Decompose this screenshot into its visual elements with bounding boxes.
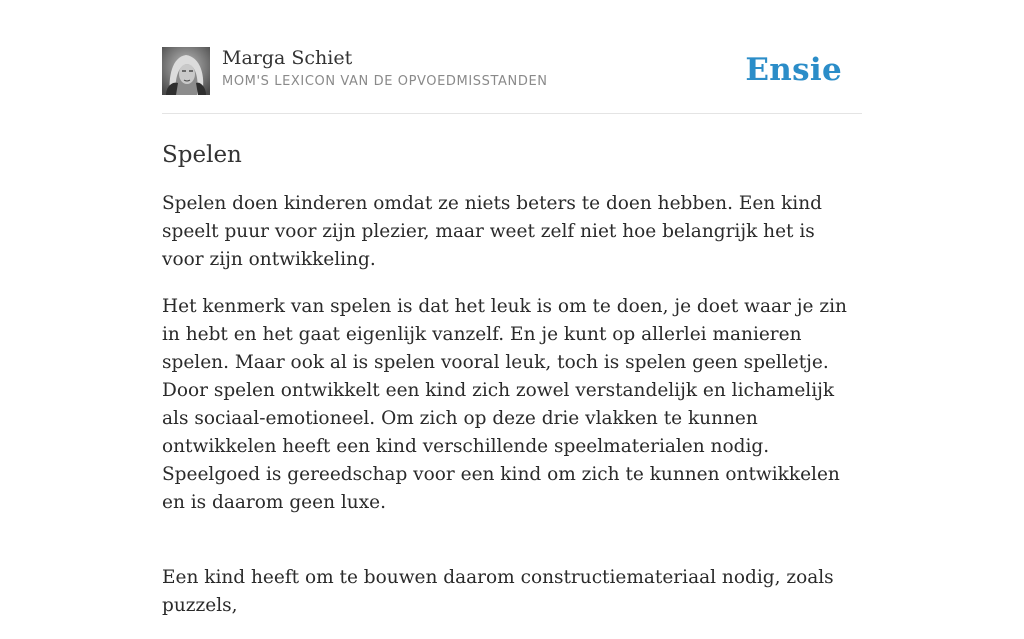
article-page [162, 46, 862, 639]
article-paragraph: Een kind heeft om te bouwen daarom constructiemateriaal nodig, zoals puzzels, [162, 567, 834, 616]
article-header [162, 46, 862, 114]
collection-name[interactable]: MOM'S LEXICON VAN DE OPVOEDMISSTANDEN [222, 74, 548, 89]
ensie-logo[interactable]: Ensie [745, 52, 842, 88]
article-paragraph: Het kenmerk van spelen is dat het leuk is om te doen, je doet waar je zin in hebt en het gaat eigenlijk vanzelf. En je kunt op allerlei manieren spelen. Maar ook al is spelen vooral leuk, toch is spelen geen spelletje. Door spelen ontwikkelt een kind zich zowel verstandelijk en lichamelijk als sociaal-emotioneel. Om zich op deze drie vlakken te kunnen ontwikkelen heeft een kind verschillende speelmaterialen nodig. Speelgoed is gereedschap voor een kind om zich te kunnen ontwikkelen en is daarom geen luxe. [162, 296, 847, 513]
author-name[interactable]: Marga Schiet [222, 47, 353, 69]
author-photo-icon [162, 47, 210, 95]
article-title: Spelen [162, 142, 242, 168]
author-avatar[interactable] [162, 47, 210, 95]
paragraph-spacer [162, 536, 862, 564]
article-body [162, 190, 862, 620]
article-paragraph: Spelen doen kinderen omdat ze niets beters te doen hebben. Een kind speelt puur voor zijn plezier, maar weet zelf niet hoe belangrijk het is voor zijn ontwikkeling. [162, 193, 822, 270]
